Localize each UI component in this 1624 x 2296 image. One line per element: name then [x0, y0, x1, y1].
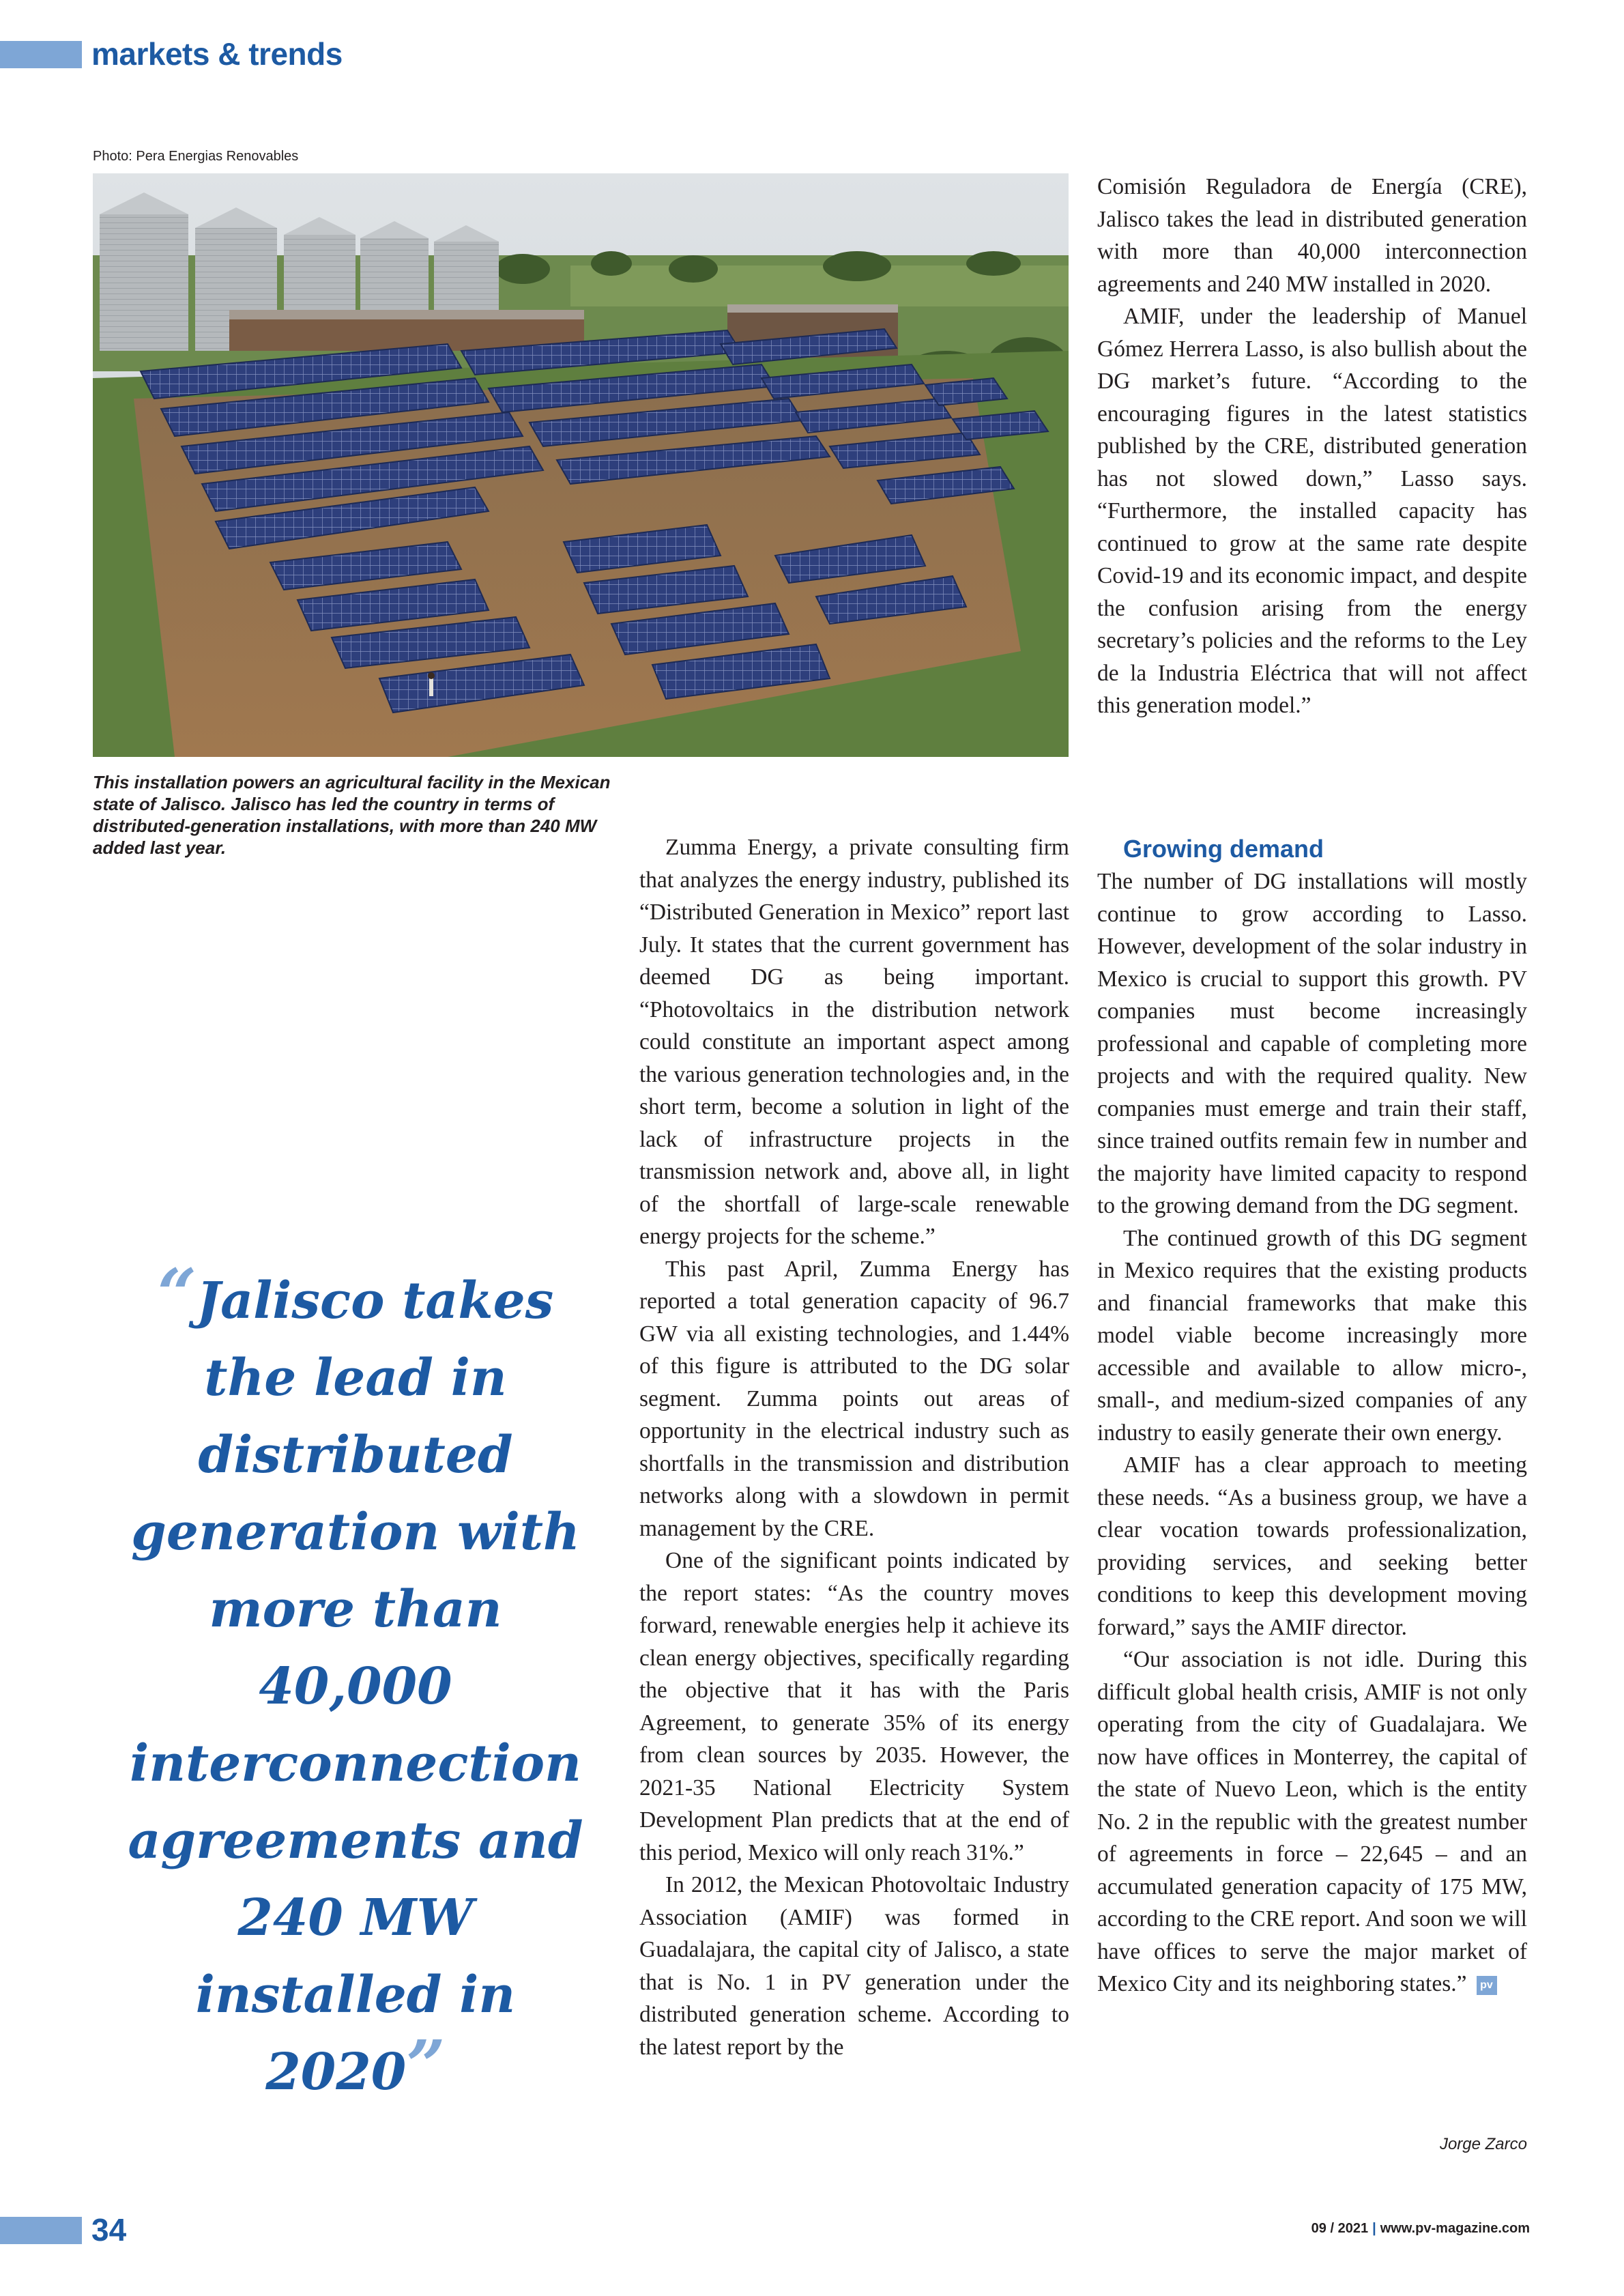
paragraph: AMIF has a clear approach to meeting these needs. “As a business group, we have a clear vocation towards professionalization, providing services, and seeking better conditions to keep this development moving forward,” says the AMIF director.	[1097, 1452, 1527, 1640]
photo-credit: Photo: Pera Energias Renovables	[93, 149, 299, 164]
paragraph: The number of DG installations will mostly continue to grow according to Lasso. However, development of the solar industry in Mexico is crucial to support this growth. PV companies must become increasingly professional and capable of completing more projects and with the required quality. New companies must emerge and train their staff, since trained outfits remain few in number and the majority have limited capacity to respond to the growing demand from the DG segment.	[1097, 869, 1527, 1218]
paragraph: This past April, Zumma Energy has reported a total generation capacity of 96.7 GW via all existing technologies, and 1.44% of this figure is attributed to the DG solar segment. Zumma points out areas of opportunity in the electrical industry such as shortfalls in the transmission and distribution networks along with a slowdown in permit management by the CRE.	[639, 1256, 1069, 1541]
paragraph: Comisión Reguladora de Energía (CRE), Jalisco takes the lead in distributed generation with more than 40,000 interconnection agreements and 240 MW installed in 2020.	[1097, 174, 1527, 297]
paragraph: AMIF, under the leadership of Manuel Gómez Herrera Lasso, is also bullish about the DG market’s future. “According to the encouraging figures in the latest statistics published by the CRE, distributed generation has not slowed down,” Lasso says. “Furthermore, the installed capacity has continued to grow at the same rate despite Covid-19 and its economic impact, and despite the confusion arising from the energy secretary’s policies and the reforms to the Ley de la Industria Eléctrica that will not affect this generation model.”	[1097, 304, 1527, 718]
website-link[interactable]: www.pv-magazine.com	[1380, 2221, 1530, 2236]
pull-quote	[127, 1254, 584, 2111]
subheading: Growing demand	[1123, 835, 1324, 863]
article-column-3-top	[1097, 171, 1527, 722]
open-quote-mark: “	[157, 1254, 197, 1334]
section-marker-bar	[0, 41, 82, 68]
author-byline: Jorge Zarco	[1439, 2135, 1527, 2153]
footer-issue-info	[1311, 2221, 1530, 2237]
paragraph: In 2012, the Mexican Photovoltaic Industry Association (AMIF) was formed in Guadalajara, the capital city of Jalisco, a state that is No. 1 in PV generation under the distributed generation scheme. According to the latest report by the	[639, 1872, 1069, 2060]
paragraph: Zumma Energy, a private consulting firm that analyzes the energy industry, published its “Distributed Generation in Mexico” report last July. It states that the current government has deemed DG as being important. “Photovoltaics in the distribution network could constitute an important aspect among the various generation technologies and, in the short term, become a solution in light of the lack of infrastructure projects in the transmission network and, above all, in light of the shortfall of large-scale renewable energy projects for the scheme.”	[639, 835, 1069, 1249]
section-title: markets & trends	[91, 36, 343, 72]
paragraph	[1097, 1644, 1527, 2000]
pull-quote-text: Jalisco takes the lead in distributed generation with more than 40,000 interconnection agreements and 240 MW installed in 2020	[128, 1272, 583, 2101]
page-number: 34	[91, 2212, 127, 2248]
paragraph: One of the significant points indicated by the report states: “As the country moves forward, renewable energies help it achieve its clean energy objectives, specifically regarding the objective that it has with the Paris Agreement, to generate 35% of its energy from clean sources by 2035. However, the 2021-35 National Electricity System Development Plan predicts that at the end of this period, Mexico will only reach 31%.”	[639, 1548, 1069, 1865]
footer-marker-bar	[0, 2217, 82, 2244]
footer-separator: |	[1372, 2221, 1376, 2236]
paragraph-text: “Our association is not idle. During this difficult global health crisis, AMIF is not only operating from the city of Guadalajara. We now have offices in Monterrey, the capital of the state of Nuevo Leon, which is the entity No. 2 in the republic with the greatest number of agreements in force – 22,645 – and an accumulated generation capacity of 175 MW, according to the CRE report. And soon we will have offices to serve the major market of Mexico City and its neighboring states.”	[1097, 1647, 1527, 1996]
close-quote-mark: ”	[406, 2025, 446, 2106]
issue-date: 09 / 2021	[1311, 2221, 1369, 2236]
article-column-3-bottom	[1097, 833, 1527, 2000]
paragraph: The continued growth of this DG segment in Mexico requires that the existing products and financial frameworks that make this model viable become increasingly more accessible and available to allow micro-, small-, and medium-sized companies of any industry to easily generate their own energy.	[1097, 1225, 1527, 1446]
photo-caption: This installation powers an agricultural facility in the Mexican state of Jalisco. Jalisco has led the country in terms of distributed-generation installations, with more than 240 MW added last year.	[93, 772, 611, 858]
pv-end-badge-icon: pv	[1477, 1976, 1497, 1995]
article-column-2	[639, 831, 1069, 2063]
solar-farm-photo	[93, 173, 1069, 757]
